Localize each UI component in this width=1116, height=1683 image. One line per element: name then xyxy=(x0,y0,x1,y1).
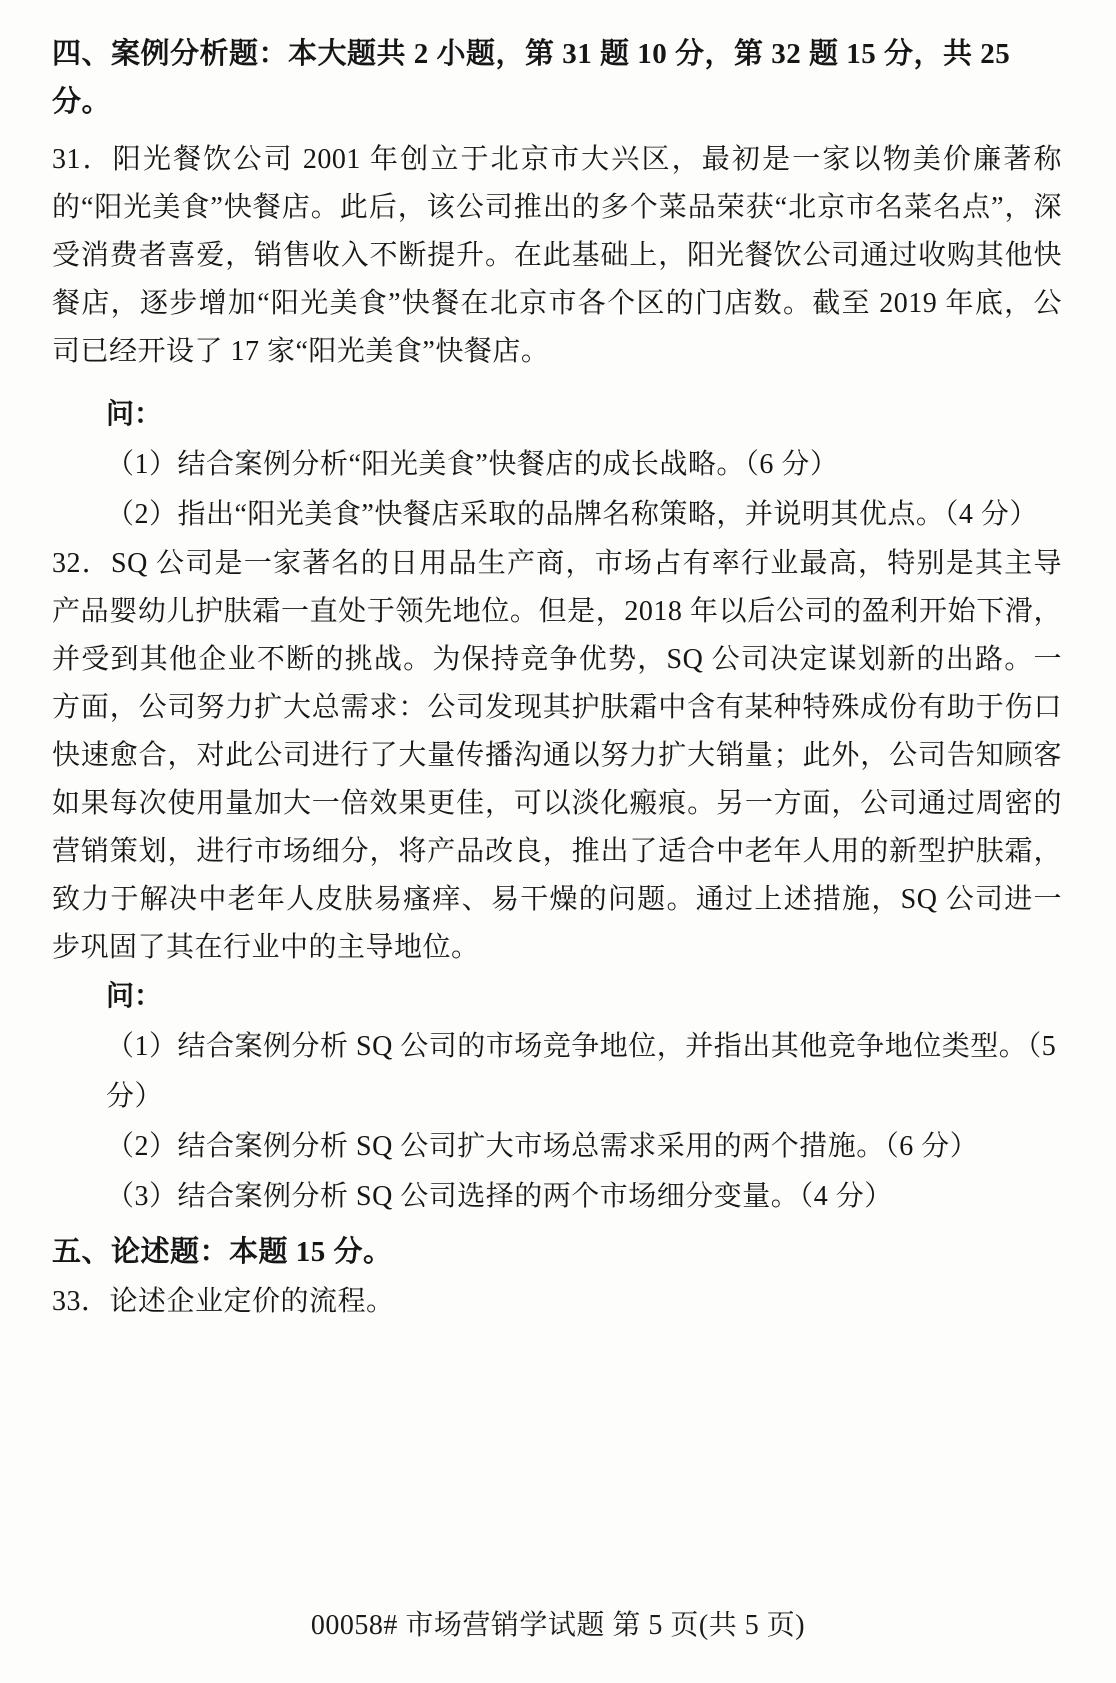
page-content xyxy=(52,30,1062,1326)
question-31-body: 31．阳光餐饮公司 2001 年创立于北京市大兴区，最初是一家以物美价廉著称的“阳光美食”快餐店。此后，该公司推出的多个菜品荣获“北京市名菜名点”，深受消费者喜爱，销售收入不断提升。在此基础上，阳光餐饮公司通过收购其他快餐店，逐步增加“阳光美食”快餐在北京市各个区的门店数。截至 2019 年底，公司已经开设了 17 家“阳光美食”快餐店。 xyxy=(52,144,1062,367)
question-31-ask-label: 问： xyxy=(106,399,163,430)
question-32-sub-1: （1）结合案例分析 SQ 公司的市场竞争地位，并指出其他竞争地位类型。（5 分） xyxy=(106,1031,1057,1112)
question-32-ask-label: 问： xyxy=(106,981,163,1012)
question-32-sub-2: （2）结合案例分析 SQ 公司扩大市场总需求采用的两个措施。（6 分） xyxy=(106,1131,979,1162)
page-footer: 00058# 市场营销学试题 第 5 页(共 5 页) xyxy=(310,1610,806,1641)
section-heading-essay: 五、论述题：本题 15 分。 xyxy=(52,1236,393,1268)
question-31-sub-1: （1）结合案例分析“阳光美食”快餐店的成长战略。（6 分） xyxy=(106,449,839,480)
question-32-sub-3: （3）结合案例分析 SQ 公司选择的两个市场细分变量。（4 分） xyxy=(106,1181,893,1212)
question-33-body: 33．论述企业定价的流程。 xyxy=(52,1286,395,1317)
question-32-body: 32．SQ 公司是一家著名的日用品生产商，市场占有率行业最高，特别是其主导产品婴幼儿护肤霜一直处于领先地位。但是，2018 年以后公司的盈利开始下滑，并受到其他企业不断的挑战。为保持竞争优势，SQ 公司决定谋划新的出路。一方面，公司努力扩大总需求：公司发现其护肤霜中含有某种特殊成份有助于伤口快速愈合，对此公司进行了大量传播沟通以努力扩大销量；此外，公司告知顾客如果每次使用量加大一倍效果更佳，可以淡化瘢痕。另一方面，公司通过周密的营销策划，进行市场细分，将产品改良，推出了适合中老年人用的新型护肤霜，致力于解决中老年人皮肤易瘙痒、易干燥的问题。通过上述措施，SQ 公司进一步巩固了其在行业中的主导地位。 xyxy=(52,548,1062,963)
section-heading-case-analysis: 四、案例分析题：本大题共 2 小题，第 31 题 10 分，第 32 题 15 分，共 25 分。 xyxy=(52,38,1011,118)
question-31-sub-2: （2）指出“阳光美食”快餐店采取的品牌名称策略，并说明其优点。（4 分） xyxy=(106,499,1038,530)
